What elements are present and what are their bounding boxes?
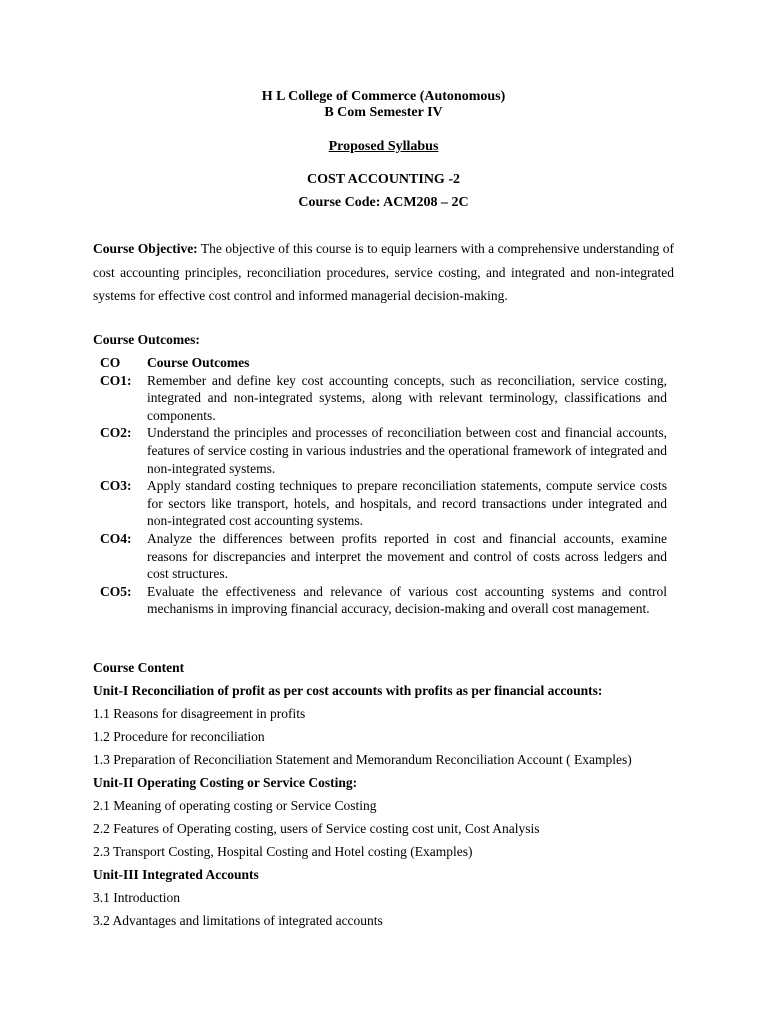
list-item: 1.3 Preparation of Reconciliation Statement and Memorandum Reconciliation Account ( Examples) bbox=[93, 752, 632, 767]
table-row bbox=[100, 583, 667, 618]
co-code: CO5: bbox=[100, 583, 132, 599]
course-objective-label: Course Objective: bbox=[93, 241, 198, 256]
course-objective-text: The objective of this course is to equip learners with a comprehensive understanding of cost accounting principles, reconciliation procedures, service costing, and integrated and non-integrated systems for effective cost control and informed managerial decision-making. bbox=[93, 241, 675, 303]
unit-3-title: Unit-III Integrated Accounts bbox=[93, 867, 259, 882]
list-item: 3.2 Advantages and limitations of integrated accounts bbox=[93, 913, 383, 928]
college-name: H L College of Commerce (Autonomous) bbox=[261, 89, 506, 104]
course-objective bbox=[93, 237, 674, 308]
list-item: 1.2 Procedure for reconciliation bbox=[93, 729, 265, 744]
semester-title: B Com Semester IV bbox=[324, 105, 443, 120]
unit-2-title: Unit-II Operating Costing or Service Costing: bbox=[93, 775, 358, 790]
list-item: 2.2 Features of Operating costing, users of Service costing cost unit, Cost Analysis bbox=[93, 821, 540, 836]
co-code: CO4: bbox=[100, 530, 132, 546]
unit-1-title: Unit-I Reconciliation of profit as per cost accounts with profits as per financial accounts: bbox=[93, 683, 603, 698]
course-content bbox=[93, 659, 693, 935]
course-outcomes-table bbox=[100, 354, 667, 618]
course-outcomes-heading: Course Outcomes: bbox=[93, 332, 200, 347]
co-code: CO1: bbox=[100, 372, 132, 388]
course-outcomes-column-header: Course Outcomes bbox=[147, 355, 250, 370]
proposed-syllabus-heading: Proposed Syllabus bbox=[328, 139, 439, 154]
list-item: 3.1 Introduction bbox=[93, 890, 180, 905]
list-item: 1.1 Reasons for disagreement in profits bbox=[93, 706, 306, 721]
course-title: COST ACCOUNTING -2 bbox=[307, 172, 460, 187]
course-content-heading: Course Content bbox=[93, 660, 185, 675]
co-description: Understand the principles and processes of reconciliation between cost and financial accounts, features of service costing in various industries and the operational framework of integrated and non-integrated systems. bbox=[147, 425, 667, 476]
table-row bbox=[100, 372, 667, 425]
co-description: Remember and define key cost accounting concepts, such as reconciliation, service costing, integrated and non-integrated systems, along with relevant terminology, classifications and components. bbox=[147, 372, 667, 423]
co-description: Apply standard costing techniques to prepare reconciliation statements, compute service costs for sectors like transport, hotels, and hospitals, and record transactions under integrated and non-integrated cost accounting systems. bbox=[147, 478, 667, 529]
co-code: CO3: bbox=[100, 478, 132, 494]
course-code: Course Code: ACM208 – 2C bbox=[298, 195, 469, 210]
table-header-row bbox=[100, 354, 667, 372]
table-row bbox=[100, 530, 667, 583]
table-row bbox=[100, 477, 667, 530]
list-item: 2.1 Meaning of operating costing or Service Costing bbox=[93, 798, 377, 813]
table-row bbox=[100, 424, 667, 477]
list-item: 2.3 Transport Costing, Hospital Costing and Hotel costing (Examples) bbox=[93, 844, 473, 859]
co-description: Evaluate the effectiveness and relevance of various cost accounting systems and control mechanisms in improving financial accuracy, decision-making and overall cost management. bbox=[147, 583, 667, 617]
co-column-header: CO bbox=[100, 355, 121, 370]
co-description: Analyze the differences between profits reported in cost and financial accounts, examine reasons for discrepancies and interpret the movement and control of costs across ledgers and cost structures. bbox=[147, 530, 667, 582]
co-code: CO2: bbox=[100, 425, 132, 441]
